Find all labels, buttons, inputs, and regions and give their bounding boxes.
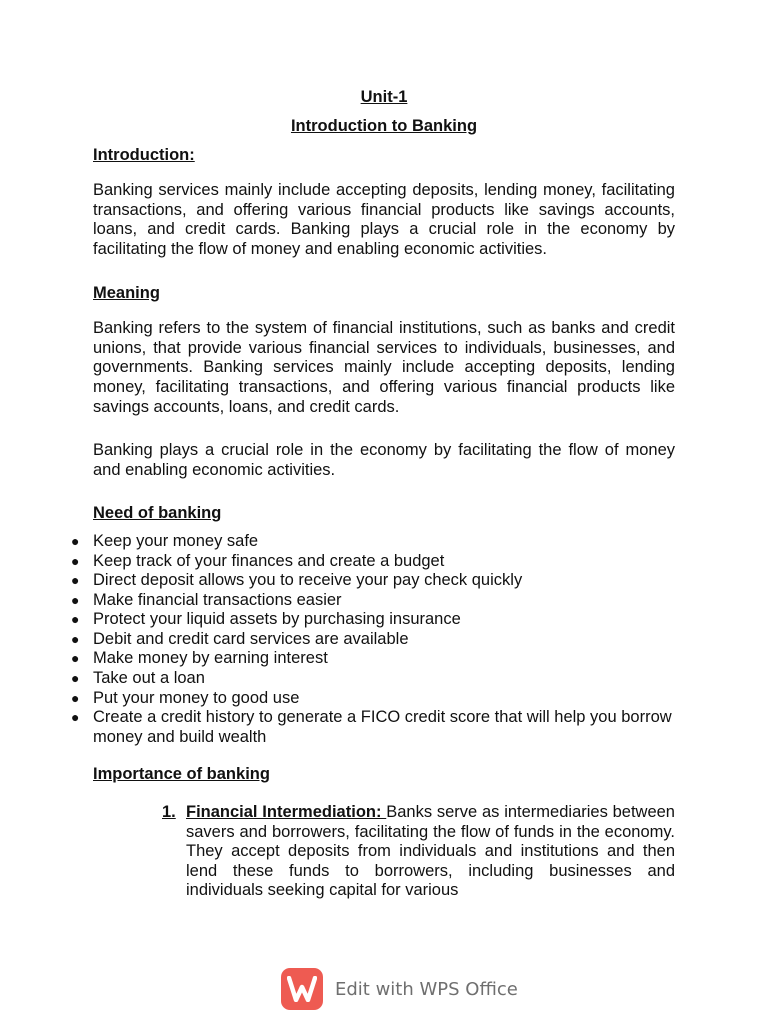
unit-title: Unit-1 xyxy=(360,88,408,106)
bullet-icon: ● xyxy=(71,630,80,647)
list-item-text: Keep your money safe xyxy=(93,531,259,550)
list-item-text: Take out a loan xyxy=(93,669,205,688)
need-of-banking-list xyxy=(71,531,675,748)
bullet-icon: ● xyxy=(71,670,80,687)
list-item xyxy=(71,688,675,709)
list-item xyxy=(71,610,675,630)
meaning-paragraph-2: Banking plays a crucial role in the economy by facilitating the flow of money and enabling economic activities. xyxy=(93,441,675,479)
list-item xyxy=(71,669,675,689)
list-item xyxy=(71,590,675,611)
need-of-banking-heading: Need of banking xyxy=(93,504,222,523)
wps-office-logo-icon xyxy=(281,968,323,1010)
list-item xyxy=(71,551,675,572)
list-item xyxy=(71,629,675,650)
list-item xyxy=(162,803,675,901)
list-item-term: Financial Intermediation: xyxy=(186,803,387,822)
document-page xyxy=(71,88,675,901)
importance-of-banking-heading: Importance of banking xyxy=(93,765,270,784)
list-item-text: Debit and credit card services are available xyxy=(93,629,409,648)
bullet-icon: ● xyxy=(71,689,80,706)
bullet-icon: ● xyxy=(71,532,80,549)
list-item xyxy=(71,531,675,552)
list-number: 1. xyxy=(162,803,176,822)
list-item-text: Make money by earning interest xyxy=(93,649,328,668)
bullet-icon: ● xyxy=(71,552,80,569)
introduction-heading: Introduction: xyxy=(93,145,195,164)
wps-footer[interactable] xyxy=(281,968,518,1010)
list-item xyxy=(71,708,675,747)
list-item-text: Protect your liquid assets by purchasing insurance xyxy=(93,610,461,629)
page-title: Introduction to Banking xyxy=(290,117,478,135)
importance-list xyxy=(93,803,675,901)
list-item-text: Create a credit history to generate a FICO credit score that will help you borrow money and build wealth xyxy=(93,708,672,746)
bullet-icon: ● xyxy=(71,611,80,628)
list-item-text: Direct deposit allows you to receive your pay check quickly xyxy=(93,571,523,590)
bullet-icon: ● xyxy=(71,709,80,726)
meaning-heading: Meaning xyxy=(93,283,160,302)
list-item xyxy=(71,571,675,591)
list-item-text: Banks serve as intermediaries between savers and borrowers, facilitating the flow of funds in the economy. They accept deposits from individuals and institutions and then lend these funds to borrowers, including businesses and individuals seeking capital for various xyxy=(186,803,675,900)
edit-with-wps-label[interactable]: Edit with WPS Office xyxy=(335,978,518,1000)
list-item-text: Put your money to good use xyxy=(93,688,300,707)
list-item-text: Make financial transactions easier xyxy=(93,590,342,609)
list-item-text: Keep track of your finances and create a budget xyxy=(93,551,445,570)
bullet-icon: ● xyxy=(71,572,80,589)
meaning-paragraph-1: Banking refers to the system of financial institutions, such as banks and credit unions, that provide various financial services to individuals, businesses, and governments. Banking services mainly include accepting deposits, lending money, facilitating transactions, and offering various financial products like savings accounts, loans, and credit cards. xyxy=(93,319,675,416)
bullet-icon: ● xyxy=(71,650,80,667)
bullet-icon: ● xyxy=(71,591,80,608)
wps-w-glyph-icon xyxy=(287,976,317,1002)
list-item xyxy=(71,649,675,669)
introduction-paragraph: Banking services mainly include accepting deposits, lending money, facilitating transactions, and offering various financial products like savings accounts, loans, and credit cards. Banking plays a crucial role in the economy by facilitating the flow of money and enabling economic activities. xyxy=(93,181,675,258)
